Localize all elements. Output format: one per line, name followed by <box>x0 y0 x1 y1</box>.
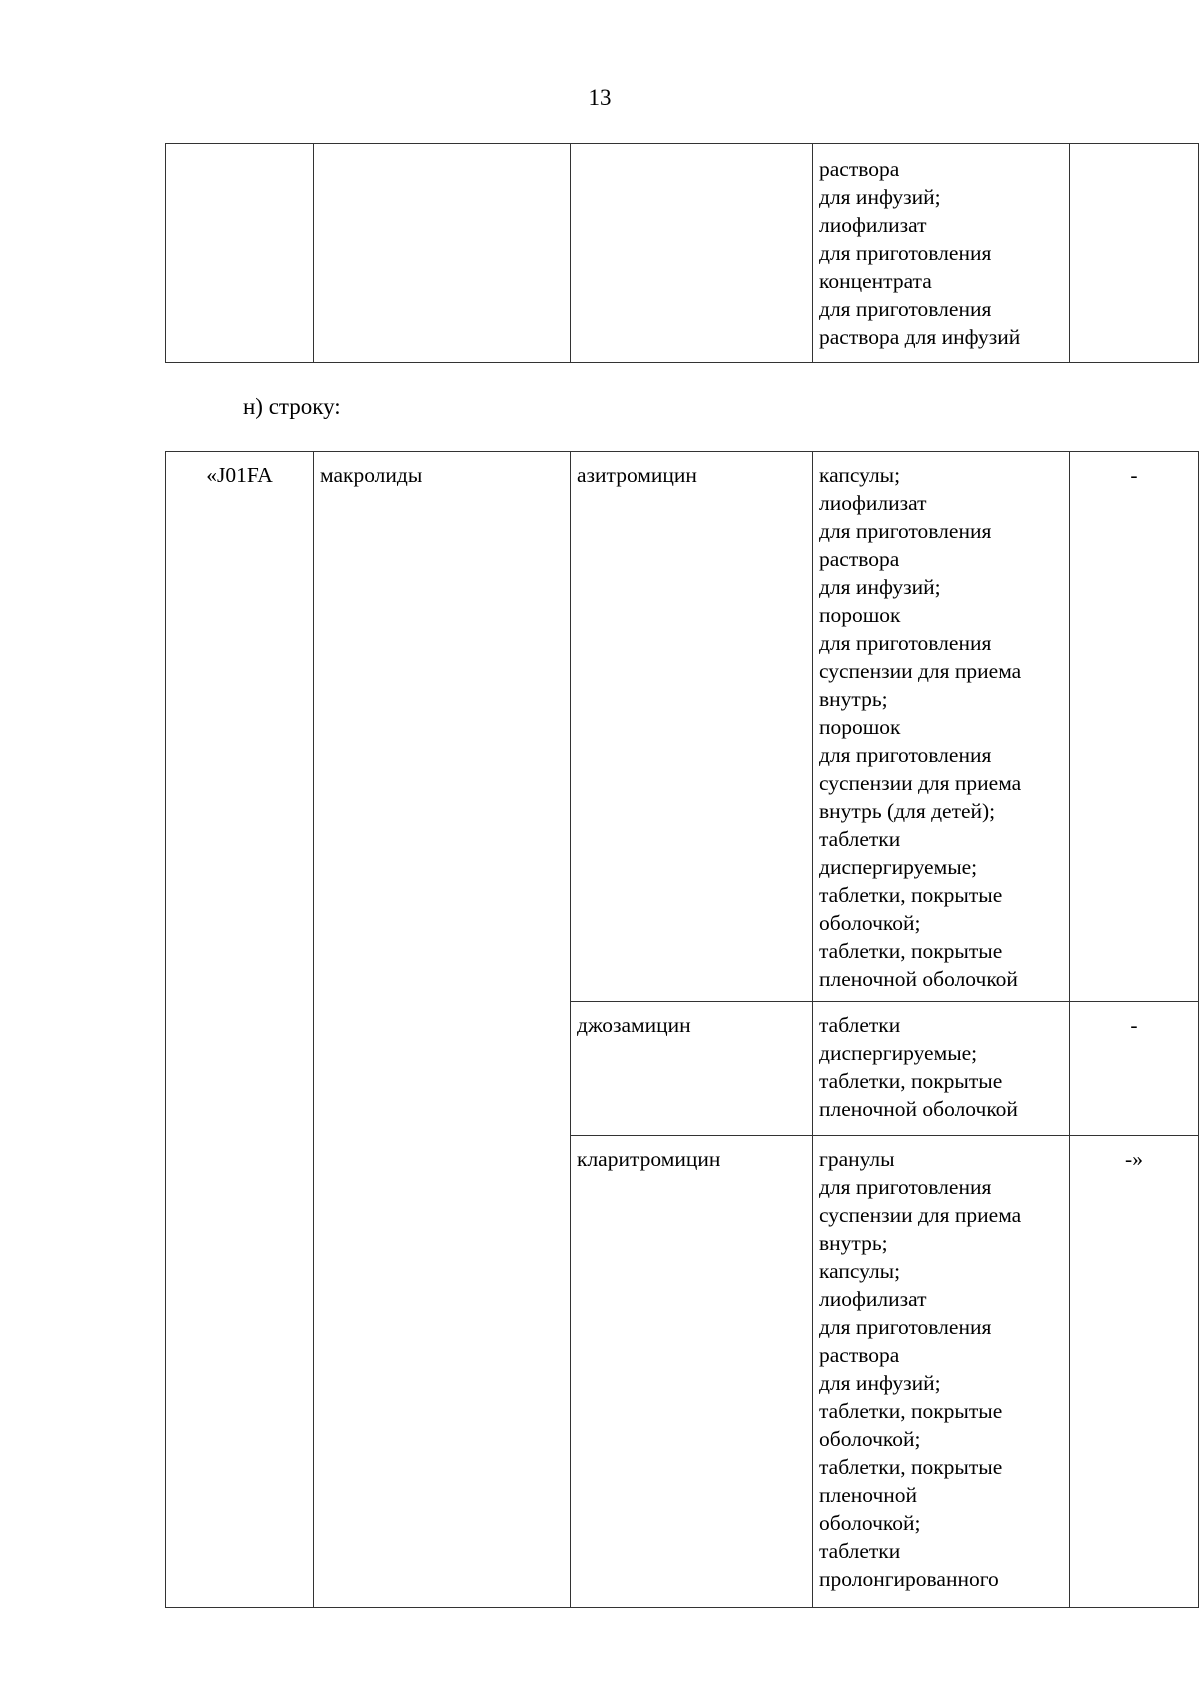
form-line: пролонгированного <box>819 1567 999 1591</box>
drug-cell <box>571 144 813 363</box>
form-line: таблетки, покрытые <box>819 1455 1003 1479</box>
form-line: суспензии для приема <box>819 659 1022 683</box>
form-line: таблетки <box>819 1539 901 1563</box>
form-line: раствора <box>819 157 900 181</box>
form-line: таблетки <box>819 827 901 851</box>
form-line: для приготовления <box>819 631 992 655</box>
form-line: раствора <box>819 1343 900 1367</box>
section-intro: н) строку: <box>243 394 341 419</box>
form-line: для инфузий; <box>819 1371 941 1395</box>
form-line: суспензии для приема <box>819 771 1022 795</box>
form-line: для приготовления <box>819 743 992 767</box>
form-line: для приготовления <box>819 1175 992 1199</box>
page-number: 13 <box>588 85 612 110</box>
form-line: таблетки, покрытые <box>819 1069 1003 1093</box>
form-line: порошок <box>819 715 901 739</box>
form-line: пленочной <box>819 1483 918 1507</box>
table-row <box>166 452 1199 1002</box>
form-line: таблетки, покрытые <box>819 1399 1003 1423</box>
form-line: пленочной оболочкой <box>819 967 1018 991</box>
form-line: оболочкой; <box>819 1511 921 1535</box>
form-line: капсулы; <box>819 463 901 487</box>
form-line: лиофилизат <box>819 1287 927 1311</box>
form-line: для приготовления <box>819 519 992 543</box>
form-line: лиофилизат <box>819 213 927 237</box>
group-cell: макролиды <box>314 452 571 1608</box>
form-line: для инфузий; <box>819 185 941 209</box>
form-line: порошок <box>819 603 901 627</box>
form-line: концентрата <box>819 269 932 293</box>
atc-code-cell: «J01FA <box>166 452 314 1608</box>
form-line: для приготовления <box>819 241 992 265</box>
mark-cell: -» <box>1070 1136 1199 1608</box>
dosage-form-cell <box>813 144 1070 363</box>
form-line: таблетки <box>819 1013 901 1037</box>
dosage-form-cell <box>813 1136 1070 1608</box>
drug-cell: джозамицин <box>571 1002 813 1136</box>
form-line: суспензии для приема <box>819 1203 1022 1227</box>
form-line: для приготовления <box>819 1315 992 1339</box>
form-line: внутрь (для детей); <box>819 799 996 823</box>
form-line: диспергируемые; <box>819 1041 978 1065</box>
drug-cell: кларитромицин <box>571 1136 813 1608</box>
drug-table <box>165 451 1199 1608</box>
dosage-form-cell <box>813 1002 1070 1136</box>
form-line: лиофилизат <box>819 491 927 515</box>
drug-cell: азитромицин <box>571 452 813 1002</box>
table-row <box>166 144 1199 363</box>
code-cell <box>166 144 314 363</box>
form-line: таблетки, покрытые <box>819 939 1003 963</box>
group-cell <box>314 144 571 363</box>
form-line: оболочкой; <box>819 911 921 935</box>
form-line: внутрь; <box>819 1231 888 1255</box>
continued-table <box>165 143 1199 363</box>
form-line: раствора для инфузий <box>819 325 1021 349</box>
mark-cell <box>1070 144 1199 363</box>
form-line: оболочкой; <box>819 1427 921 1451</box>
form-line: для инфузий; <box>819 575 941 599</box>
form-line: раствора <box>819 547 900 571</box>
form-line: таблетки, покрытые <box>819 883 1003 907</box>
form-line: диспергируемые; <box>819 855 978 879</box>
form-line: капсулы; <box>819 1259 901 1283</box>
dosage-form-cell <box>813 452 1070 1002</box>
form-line: для приготовления <box>819 297 992 321</box>
form-line: внутрь; <box>819 687 888 711</box>
mark-cell: - <box>1070 452 1199 1002</box>
form-line: пленочной оболочкой <box>819 1097 1018 1121</box>
mark-cell: - <box>1070 1002 1199 1136</box>
form-line: гранулы <box>819 1147 895 1171</box>
